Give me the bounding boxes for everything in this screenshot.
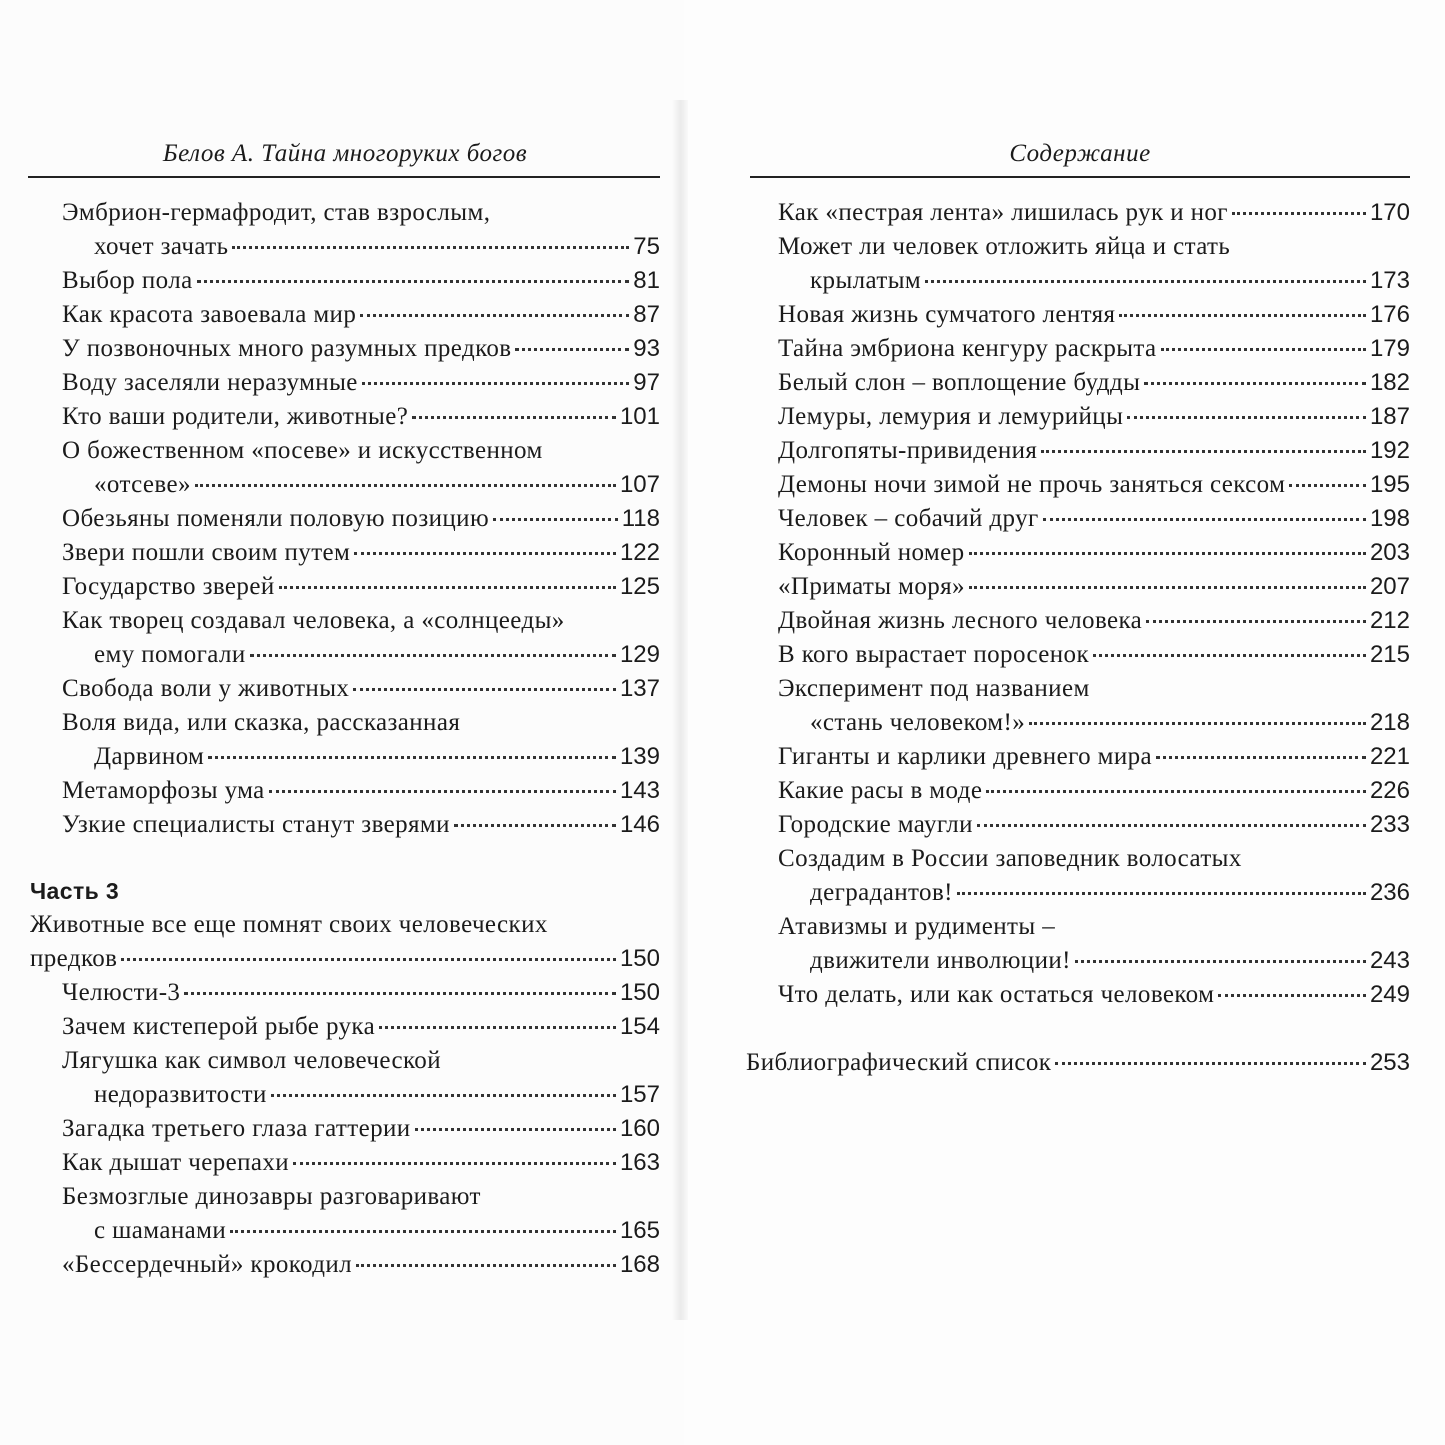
toc-entry[interactable] <box>746 842 1410 910</box>
toc-entry-title-continuation: «стань человеком!» <box>810 709 1026 736</box>
toc-entry-title: Свобода воли у животных <box>62 675 350 702</box>
dot-leader <box>1144 382 1366 385</box>
right-running-head: Содержание <box>1009 140 1151 167</box>
toc-entry-title: Двойная жизнь лесного человека <box>778 607 1143 634</box>
toc-entry-continuation-row <box>62 1078 660 1112</box>
toc-entry[interactable] <box>746 230 1410 298</box>
page-number: 221 <box>1369 743 1410 770</box>
toc-entry-title: Узкие специалисты станут зверями <box>62 811 450 838</box>
toc-entry-row <box>62 332 660 366</box>
toc-entry-row <box>62 366 660 400</box>
toc-entry[interactable] <box>746 536 1410 570</box>
toc-entry[interactable] <box>746 910 1410 978</box>
page-number: 87 <box>633 301 660 328</box>
page-number: 154 <box>619 1013 660 1040</box>
toc-entry[interactable] <box>746 570 1410 604</box>
toc-entry-row <box>778 196 1410 230</box>
page-number: 107 <box>619 471 660 498</box>
dot-leader <box>1029 722 1366 725</box>
toc-entry-row <box>62 976 660 1010</box>
toc-section-part3-cont <box>746 196 1410 1012</box>
toc-entry-continuation-row <box>30 942 660 976</box>
dot-leader <box>1161 348 1366 351</box>
toc-entry-title: Демоны ночи зимой не прочь заняться сексом <box>778 471 1286 498</box>
toc-entry-row <box>778 468 1410 502</box>
toc-entry-title: Долгопяты-привидения <box>778 437 1038 464</box>
toc-entry[interactable] <box>30 264 660 298</box>
dot-leader <box>1043 518 1366 521</box>
page-number: 146 <box>619 811 660 838</box>
toc-entry-continuation-row <box>778 876 1410 910</box>
toc-entry-title: Лягушка как символ человеческой <box>62 1047 441 1074</box>
toc-entry-title: Тайна эмбриона кенгуру раскрыта <box>778 335 1157 362</box>
dot-leader <box>230 1230 616 1233</box>
toc-entry-title: Животные все еще помнят своих человеческих <box>30 911 548 938</box>
page-number: 176 <box>1369 301 1410 328</box>
page-number: 207 <box>1369 573 1410 600</box>
dot-leader <box>1075 960 1366 963</box>
dot-leader <box>1041 450 1366 453</box>
page-number: 253 <box>1369 1049 1410 1076</box>
toc-left-column <box>30 196 660 1282</box>
toc-entry-row <box>778 434 1410 468</box>
page-number: 249 <box>1369 981 1410 1008</box>
toc-entry-row <box>62 570 660 604</box>
toc-entry-title: Загадка третьего глаза гаттерии <box>62 1115 411 1142</box>
dot-leader <box>412 416 616 419</box>
toc-entry-title: Гиганты и карлики древнего мира <box>778 743 1153 770</box>
dot-leader <box>279 586 616 589</box>
page-number: 139 <box>619 743 660 770</box>
dot-leader <box>1093 654 1366 657</box>
toc-entry[interactable] <box>746 808 1410 842</box>
page-number: 125 <box>619 573 660 600</box>
page-number: 150 <box>619 945 660 972</box>
toc-entry-continuation-row <box>62 468 660 502</box>
page-number: 157 <box>619 1081 660 1108</box>
toc-entry[interactable] <box>30 196 660 264</box>
toc-section-part2-tail <box>30 196 660 842</box>
dot-leader <box>1146 620 1366 623</box>
toc-entry-title: Выбор пола <box>62 267 193 294</box>
toc-entry-row <box>778 536 1410 570</box>
toc-entry-title: Библиографический список <box>746 1049 1052 1076</box>
toc-entry-continuation-row <box>778 264 1410 298</box>
page-number: 170 <box>1369 199 1410 226</box>
toc-entry-row <box>62 264 660 298</box>
toc-entry-title-continuation: хочет зачать <box>94 233 229 260</box>
toc-entry-title: Белый слон – воплощение будды <box>778 369 1141 396</box>
toc-entry-title: Зачем кистеперой рыбе рука <box>62 1013 376 1040</box>
dot-leader <box>208 756 616 759</box>
dot-leader <box>1119 314 1366 317</box>
toc-entry-row <box>778 502 1410 536</box>
dot-leader <box>121 958 616 961</box>
part-heading: Часть 3 <box>30 878 120 904</box>
toc-entry-title: Городские маугли <box>778 811 973 838</box>
toc-entry-title: У позвоночных много разумных предков <box>62 335 512 362</box>
page-number: 195 <box>1369 471 1410 498</box>
dot-leader <box>515 348 629 351</box>
toc-entry-row <box>746 1046 1410 1080</box>
dot-leader <box>250 654 616 657</box>
toc-entry-title: Эмбрион-гермафродит, став взрослым, <box>62 199 491 226</box>
toc-entry-title: Как «пестрая лента» лишилась рук и ног <box>778 199 1228 226</box>
page-number: 81 <box>633 267 660 294</box>
dot-leader <box>356 1264 616 1267</box>
toc-entry-row <box>62 400 660 434</box>
toc-entry-row <box>62 1248 660 1282</box>
toc-entry[interactable] <box>30 434 660 502</box>
page-number: 236 <box>1369 879 1410 906</box>
toc-entry-row <box>778 366 1410 400</box>
toc-entry[interactable] <box>746 774 1410 808</box>
toc-entry-title: «Бессердечный» крокодил <box>62 1251 352 1278</box>
toc-entry[interactable] <box>30 908 660 976</box>
toc-entry[interactable] <box>746 196 1410 230</box>
toc-entry-title: Эксперимент под названием <box>778 675 1090 702</box>
right-header-rule <box>750 176 1410 178</box>
toc-entry[interactable] <box>746 604 1410 638</box>
toc-entry-row <box>778 604 1410 638</box>
dot-leader <box>195 484 616 487</box>
toc-entry[interactable] <box>30 1010 660 1044</box>
toc-entry-title: Звери пошли своим путем <box>62 539 351 566</box>
section-gap <box>746 1012 1410 1046</box>
dot-leader <box>269 790 616 793</box>
dot-leader <box>969 586 1366 589</box>
toc-entry-row <box>778 400 1410 434</box>
toc-entry-row <box>62 808 660 842</box>
toc-entry-title: Что делать, или как остаться человеком <box>778 981 1215 1008</box>
page-number: 168 <box>619 1251 660 1278</box>
toc-entry-row <box>62 672 660 706</box>
page-number: 218 <box>1369 709 1410 736</box>
toc-entry-title-continuation: с шаманами <box>94 1217 227 1244</box>
toc-entry-title-continuation: предков <box>30 945 118 972</box>
toc-entry-title: Какие расы в моде <box>778 777 983 804</box>
page-number: 122 <box>619 539 660 566</box>
toc-entry-title: Безмозглые динозавры разговаривают <box>62 1183 481 1210</box>
dot-leader <box>354 552 616 555</box>
toc-entry-row <box>62 1112 660 1146</box>
toc-entry[interactable] <box>746 978 1410 1012</box>
toc-entry-title: Коронный номер <box>778 539 965 566</box>
toc-entry-title: Как дышат черепахи <box>62 1149 290 1176</box>
toc-entry[interactable] <box>30 808 660 842</box>
page-number: 179 <box>1369 335 1410 362</box>
dot-leader <box>493 518 618 521</box>
dot-leader <box>1055 1062 1366 1065</box>
toc-entry-continuation-row <box>62 1214 660 1248</box>
toc-entry-row <box>778 978 1410 1012</box>
dot-leader <box>977 824 1366 827</box>
dot-leader <box>362 382 630 385</box>
page-number: 118 <box>621 505 660 532</box>
toc-entry[interactable] <box>30 502 660 536</box>
left-running-head: Белов А. Тайна многоруких богов <box>162 140 528 167</box>
toc-entry[interactable] <box>30 976 660 1010</box>
bibliography-section <box>746 1046 1410 1080</box>
toc-entry-title: Лемуры, лемурия и лемурийцы <box>778 403 1124 430</box>
toc-entry-row <box>778 774 1410 808</box>
toc-entry-title: В кого вырастает поросенок <box>778 641 1089 668</box>
toc-entry-row <box>778 808 1410 842</box>
toc-entry[interactable] <box>30 570 660 604</box>
dot-leader <box>1232 212 1366 215</box>
toc-entry[interactable] <box>746 298 1410 332</box>
dot-leader <box>1289 484 1366 487</box>
toc-entry-title: Как красота завоевала мир <box>62 301 357 328</box>
left-header-rule <box>28 176 660 178</box>
toc-entry-row <box>778 638 1410 672</box>
toc-entry-row <box>778 570 1410 604</box>
dot-leader <box>1127 416 1366 419</box>
toc-entry[interactable] <box>30 536 660 570</box>
toc-entry[interactable] <box>746 332 1410 366</box>
part-title <box>30 908 660 976</box>
toc-entry[interactable] <box>746 672 1410 740</box>
toc-entry[interactable] <box>30 1112 660 1146</box>
toc-entry-title: Может ли человек отложить яйца и стать <box>778 233 1231 260</box>
toc-entry-title: Кто ваши родители, животные? <box>62 403 409 430</box>
toc-entry-title-continuation: крылатым <box>810 267 922 294</box>
page-number: 203 <box>1369 539 1410 566</box>
page-number: 233 <box>1369 811 1410 838</box>
toc-section-part3 <box>30 976 660 1282</box>
page-number: 160 <box>619 1115 660 1142</box>
toc-entry[interactable] <box>746 502 1410 536</box>
toc-entry[interactable] <box>746 468 1410 502</box>
dot-leader <box>969 552 1366 555</box>
toc-entry-title-continuation: «отсеве» <box>94 471 191 498</box>
toc-entry-title-continuation: движители инволюции! <box>810 947 1071 974</box>
toc-entry-continuation-row <box>62 230 660 264</box>
page-number: 75 <box>633 233 660 260</box>
toc-entry-title-continuation: недоразвитости <box>94 1081 267 1108</box>
dot-leader <box>986 790 1366 793</box>
toc-entry[interactable] <box>30 1146 660 1180</box>
toc-entry-row <box>62 1146 660 1180</box>
toc-entry-title: Новая жизнь сумчатого лентяя <box>778 301 1116 328</box>
toc-entry-title: Метаморфозы ума <box>62 777 265 804</box>
dot-leader <box>184 992 616 995</box>
dot-leader <box>415 1128 616 1131</box>
toc-entry-title: Создадим в России заповедник волосатых <box>778 845 1242 872</box>
toc-entry-row <box>62 298 660 332</box>
page-number: 182 <box>1369 369 1410 396</box>
toc-entry[interactable] <box>30 1044 660 1112</box>
toc-entry-title: Атавизмы и рудименты – <box>778 913 1056 940</box>
toc-entry[interactable] <box>746 638 1410 672</box>
page-number: 165 <box>619 1217 660 1244</box>
page-number: 173 <box>1369 267 1410 294</box>
toc-entry-row <box>62 774 660 808</box>
toc-entry[interactable] <box>30 706 660 774</box>
toc-entry[interactable] <box>30 672 660 706</box>
toc-entry[interactable] <box>30 366 660 400</box>
toc-entry[interactable] <box>30 604 660 672</box>
page-number: 226 <box>1369 777 1410 804</box>
dot-leader <box>925 280 1366 283</box>
toc-entry-title-continuation: Дарвином <box>94 743 205 770</box>
toc-entry-title: «Приматы моря» <box>778 573 965 600</box>
toc-entry-continuation-row <box>778 944 1410 978</box>
page-number: 93 <box>633 335 660 362</box>
dot-leader <box>293 1162 616 1165</box>
toc-entry-row <box>62 536 660 570</box>
dot-leader <box>197 280 630 283</box>
page-number: 150 <box>619 979 660 1006</box>
toc-entry[interactable] <box>30 332 660 366</box>
dot-leader <box>353 688 616 691</box>
toc-right-column <box>746 196 1410 1080</box>
toc-entry-row <box>778 332 1410 366</box>
toc-entry-continuation-row <box>62 638 660 672</box>
toc-entry-row <box>778 740 1410 774</box>
dot-leader <box>232 246 629 249</box>
toc-entry[interactable] <box>30 298 660 332</box>
page-number: 129 <box>619 641 660 668</box>
dot-leader <box>1218 994 1366 997</box>
dot-leader <box>1156 756 1366 759</box>
toc-entry-title-continuation: деградантов! <box>810 879 953 906</box>
toc-entry-continuation-row <box>62 740 660 774</box>
toc-entry-title: О божественном «посеве» и искусственном <box>62 437 543 464</box>
dot-leader <box>379 1026 616 1029</box>
toc-entry[interactable] <box>30 400 660 434</box>
page-number: 187 <box>1369 403 1410 430</box>
toc-entry-title: Государство зверей <box>62 573 275 600</box>
toc-entry-title: Челюсти-3 <box>62 979 181 1006</box>
toc-entry[interactable] <box>746 740 1410 774</box>
toc-entry[interactable] <box>746 400 1410 434</box>
page-number: 198 <box>1369 505 1410 532</box>
toc-entry[interactable] <box>30 774 660 808</box>
toc-entry[interactable] <box>30 1180 660 1248</box>
toc-entry[interactable] <box>746 1046 1410 1080</box>
toc-entry-row <box>778 298 1410 332</box>
toc-entry-title: Воля вида, или сказка, рассказанная <box>62 709 461 736</box>
page-number: 192 <box>1369 437 1410 464</box>
toc-entry-title: Как творец создавал человека, а «солнцееды» <box>62 607 565 634</box>
toc-entry[interactable] <box>746 434 1410 468</box>
page-number: 163 <box>619 1149 660 1176</box>
page-number: 101 <box>619 403 660 430</box>
toc-entry-row <box>62 502 660 536</box>
book-spine-shadow <box>672 100 688 1320</box>
dot-leader <box>360 314 629 317</box>
dot-leader <box>957 892 1366 895</box>
toc-entry-title-continuation: ему помогали <box>94 641 246 668</box>
page-number: 137 <box>619 675 660 702</box>
toc-entry-continuation-row <box>778 706 1410 740</box>
toc-entry[interactable] <box>746 366 1410 400</box>
page-number: 97 <box>633 369 660 396</box>
toc-entry[interactable] <box>30 1248 660 1282</box>
toc-entry-title: Обезьяны поменяли половую позицию <box>62 505 490 532</box>
toc-entry-title: Человек – собачий друг <box>778 505 1039 532</box>
toc-entry-row <box>62 1010 660 1044</box>
page-number: 143 <box>619 777 660 804</box>
dot-leader <box>454 824 616 827</box>
dot-leader <box>271 1094 616 1097</box>
page-number: 243 <box>1369 947 1410 974</box>
page-number: 212 <box>1369 607 1410 634</box>
toc-entry-title: Воду заселяли неразумные <box>62 369 358 396</box>
page-number: 215 <box>1369 641 1410 668</box>
